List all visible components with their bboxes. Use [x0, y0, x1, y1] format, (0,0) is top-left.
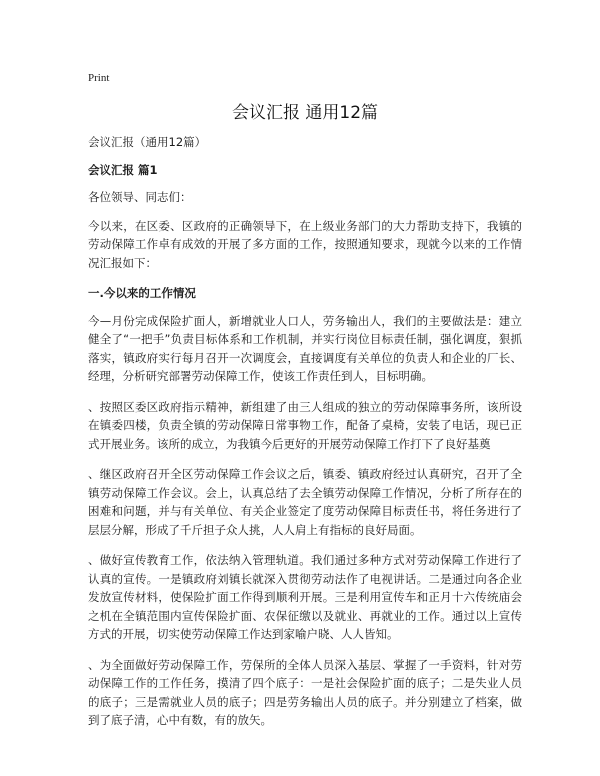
document-body	[88, 133, 522, 742]
section-title: 会议汇报 篇1	[88, 162, 158, 177]
greeting: 各位领导、同志们：	[88, 190, 192, 204]
document-subtitle: 会议汇报（通用12篇）	[88, 135, 207, 149]
body-paragraph-4: 、做好宣传教育工作，依法纳入管理轨道。我们通过多种方式对劳动保障工作进行了认真的宣传。一是镇政府刘镇长就深入贯彻劳动法作了电视讲话。二是通过向各企业发放宣传材料，使保险扩面工作得到顺利开展。三是利用宣传车和正月十六传统庙会之机在全镇范围内宣传保险扩面、农保征缴以及就业、再就业的工作。通过以上宣传方式的开展，切实使劳动保障工作达到家喻户晓、人人皆知。	[88, 553, 522, 641]
body-paragraph-3: 、继区政府召开全区劳动保障工作会议之后，镇委、镇政府经过认真研究，召开了全镇劳动保障工作会议。会上，认真总结了去全镇劳动保障工作情况，分析了所存在的困难和问题，并与有关单位、有关企业签定了度劳动保障目标责任书，将任务进行了层层分解，形成了千斤担子众人挑，人人肩上有指标的良好局面。	[88, 467, 522, 537]
print-label: Print	[88, 72, 110, 84]
document-title: 会议汇报 通用12篇	[231, 103, 379, 123]
body-paragraph-1: 今—月份完成保险扩面人，新增就业人口人，劳务输出人，我们的主要做法是：建立健全了“一把手”负责目标体系和工作机制，并实行岗位目标责任制，强化调度，狠抓落实，镇政府实行每月召开一次调度会，直接调度有关单位的负责人和企业的厂长、经理，分析研究部署劳动保障工作，使该工作责任到人，目标明确。	[88, 313, 522, 383]
section-heading: 一.今以来的工作情况	[88, 286, 196, 300]
intro-paragraph: 今以来，在区委、区政府的正确领导下，在上级业务部门的大力帮助支持下，我镇的劳动保障工作卓有成效的开展了多方面的工作，按照通知要求，现就今以来的工作情况汇报如下：	[88, 218, 522, 270]
body-paragraph-2: 、按照区委区政府指示精神，新组建了由三人组成的独立的劳动保障事务所，该所设在镇委四楼，负责全镇的劳动保障日常事物工作，配备了桌椅，安装了电话，现已正式开展业务。该所的成立，为我镇今后更好的开展劳动保障工作打下了良好基奠	[88, 399, 522, 451]
body-paragraph-5: 、为全面做好劳动保障工作，劳保所的全体人员深入基层、掌握了一手资料，针对劳动保障工作的工作任务，摸清了四个底子：一是社会保险扩面的底子；二是失业人员的底子；三是需就业人员的底子；四是劳务输出人员的底子。并分别建立了档案，做到了底子清，心中有数，有的放矢。	[88, 657, 522, 727]
